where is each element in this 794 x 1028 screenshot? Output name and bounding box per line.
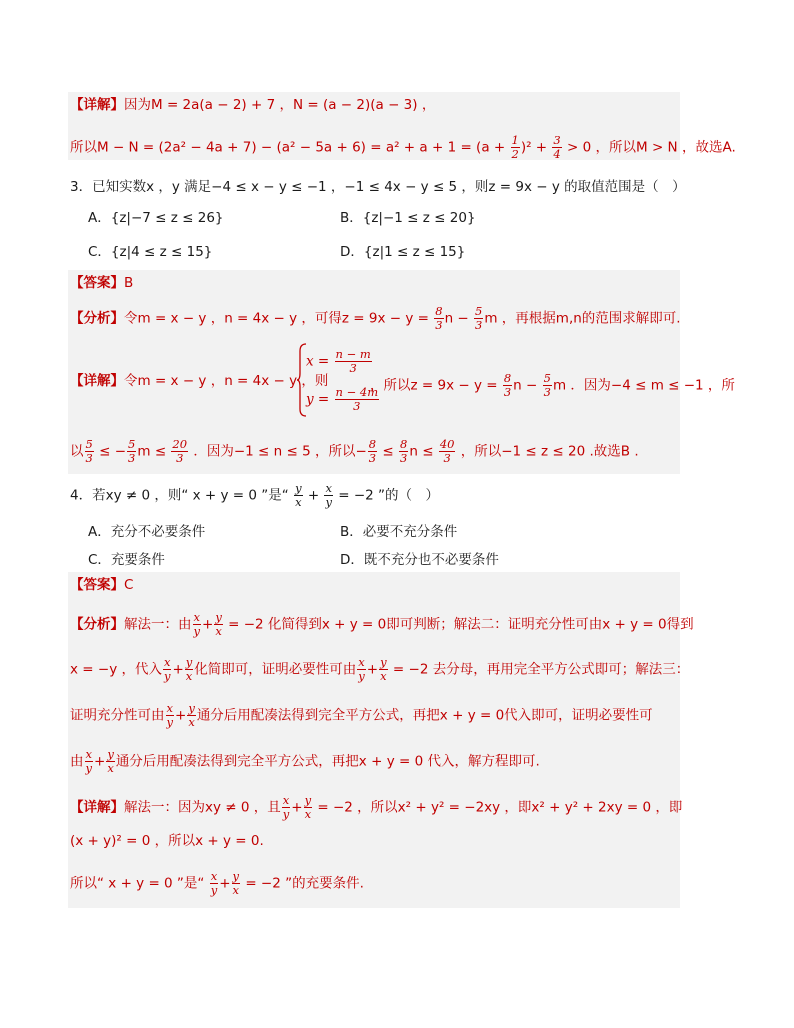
q4-analysis-line-3 bbox=[70, 702, 653, 729]
detail-text-d: m ．因为−4 ≤ m ≤ −1 ，所 bbox=[552, 377, 735, 394]
d3b: = −2 ”的充要条件. bbox=[241, 875, 364, 892]
question-3-stem: 3．已知实数x ，y 满足−4 ≤ x − y ≤ −1 ，−1 ≤ 4x − y ≤ 5 ，则z = 9x − y 的取值范围是（ ） bbox=[70, 179, 686, 195]
answer-tag: 【答案】 bbox=[70, 577, 124, 593]
l2b: 化简即可，证明必要性可由 bbox=[194, 661, 357, 678]
fraction: $\frac{x}{y}$ bbox=[282, 793, 290, 821]
fraction: $\frac{8}{3}$ bbox=[368, 437, 377, 465]
q3-option-c: C．{z|4 ≤ z ≤ 15} bbox=[88, 244, 213, 260]
q3-detail-line bbox=[70, 372, 328, 390]
fraction: $\frac{x}{y}$ bbox=[358, 655, 365, 683]
detail-text-a: 令m = x − y ，n = 4x − y ，则 bbox=[124, 373, 329, 389]
q4-option-a: A．充分不必要条件 bbox=[88, 524, 206, 540]
fraction: $\frac{x}{y}$ bbox=[210, 869, 218, 897]
l1b: = −2 化简得到x + y = 0即可判断；解法二：证明充分性可由x + y = 0得到 bbox=[223, 616, 694, 633]
q3-analysis-line bbox=[70, 305, 681, 332]
fraction: $\frac{5}{3}$ bbox=[85, 437, 93, 465]
block1-text1: 因为M = 2a(a − 2) + 7 ，N = (a − 2)(a − 3) ， bbox=[124, 97, 436, 113]
q4-analysis-line-2 bbox=[70, 656, 689, 683]
answer-tag: 【答案】 bbox=[70, 275, 124, 291]
q3-option-a: A．{z|−7 ≤ z ≤ 26} bbox=[88, 210, 224, 226]
q4-answer-line bbox=[70, 576, 133, 594]
analysis-text-b: n − bbox=[444, 310, 474, 327]
last-a: 以 bbox=[70, 443, 84, 460]
l2c: = −2 去分母，再用完全平方公式即可；解法三： bbox=[388, 661, 690, 678]
q4-detail-line-2: (x + y)² = 0 ，所以x + y = 0. bbox=[70, 833, 264, 849]
l3a: 证明充分性可由 bbox=[70, 707, 165, 724]
detail-tag: 【详解】 bbox=[70, 799, 124, 816]
block1-text2b: )² + bbox=[520, 139, 552, 156]
fraction: $\frac{5}{3}$ bbox=[475, 304, 483, 332]
l1a: 解法一：由 bbox=[124, 616, 192, 633]
fraction: $\frac{1}{2}$ bbox=[511, 133, 519, 161]
block1-line1 bbox=[70, 96, 435, 114]
analysis-text-a: 令m = x − y ，n = 4x − y ，可得z = 9x − y = bbox=[124, 310, 434, 327]
fraction: $\frac{n - 4m}{3}$ bbox=[335, 385, 379, 413]
question-4-stem bbox=[70, 482, 439, 509]
fraction: $\frac{8}{3}$ bbox=[435, 304, 443, 332]
last-e: ≤ bbox=[378, 443, 399, 460]
fraction: $\frac{y}{x}$ bbox=[188, 701, 195, 729]
block1-text2a: 所以M − N = (2a² − 4a + 7) − (a² − 5a + 6) = a² + a + 1 = (a + bbox=[70, 139, 510, 156]
last-d: ．因为−1 ≤ n ≤ 5 ，所以− bbox=[189, 443, 367, 460]
fraction: $\frac{y}{x}$ bbox=[295, 481, 302, 509]
last-f: n ≤ bbox=[409, 443, 438, 460]
q4-stem-b: + bbox=[303, 487, 324, 504]
q4-analysis-line-1 bbox=[70, 611, 694, 638]
plus-sign: + bbox=[172, 661, 184, 678]
q3-detail-last bbox=[70, 438, 639, 465]
q3-option-b: B．{z|−1 ≤ z ≤ 20} bbox=[340, 210, 476, 226]
fraction: $\frac{x}{y}$ bbox=[85, 747, 92, 775]
fraction: $\frac{40}{3}$ bbox=[439, 437, 455, 465]
analysis-tag: 【分析】 bbox=[70, 310, 124, 327]
fraction: $\frac{20}{3}$ bbox=[172, 437, 188, 465]
fraction: $\frac{x}{y}$ bbox=[193, 610, 200, 638]
q4-option-d: D．既不充分也不必要条件 bbox=[340, 552, 499, 568]
fraction: $\frac{n - m}{3}$ bbox=[335, 347, 371, 375]
plus-sign: + bbox=[175, 707, 187, 724]
q4-detail-line-1 bbox=[70, 794, 682, 821]
fraction: $\frac{y}{x}$ bbox=[215, 610, 222, 638]
sys2-lhs: y = bbox=[306, 391, 334, 408]
plus-sign: + bbox=[219, 875, 231, 892]
q4-detail-line-3 bbox=[70, 870, 364, 897]
fraction: $\frac{8}{3}$ bbox=[400, 437, 408, 465]
d1a: 解法一：因为xy ≠ 0 ，且 bbox=[124, 799, 281, 816]
last-b: ≤ − bbox=[94, 443, 127, 460]
fraction: $\frac{y}{x}$ bbox=[185, 655, 193, 683]
answer-value: C bbox=[124, 577, 134, 593]
plus-sign: + bbox=[366, 661, 379, 678]
detail-tag: 【详解】 bbox=[70, 97, 124, 113]
answer-value: B bbox=[124, 275, 134, 291]
last-g: ，所以−1 ≤ z ≤ 20 .故选B . bbox=[456, 443, 639, 460]
l3b: 通分后用配凑法得到完全平方公式，再把x + y = 0代入即可，证明必要性可 bbox=[196, 707, 653, 724]
fraction: $\frac{y}{x}$ bbox=[107, 747, 114, 775]
d1b: = −2 ，所以x² + y² = −2xy ，即x² + y² + 2xy = 0 ，即 bbox=[313, 799, 683, 816]
l4b: 通分后用配凑法得到完全平方公式，再把x + y = 0 代入，解方程即可. bbox=[115, 753, 540, 770]
q4-option-c: C．充要条件 bbox=[88, 552, 165, 568]
fraction: $\frac{8}{3}$ bbox=[503, 371, 512, 399]
block1-text2c: > 0 ，所以M > N ，故选A. bbox=[562, 139, 736, 156]
d3a: 所以“ x + y = 0 ”是“ bbox=[70, 875, 209, 892]
l4a: 由 bbox=[70, 753, 84, 770]
analysis-tag: 【分析】 bbox=[70, 616, 124, 633]
fraction: $\frac{5}{3}$ bbox=[128, 437, 136, 465]
fraction: $\frac{5}{3}$ bbox=[543, 371, 551, 399]
detail-text-b: ，所以z = 9x − y = bbox=[370, 377, 502, 394]
q3-option-d: D．{z|1 ≤ z ≤ 15} bbox=[340, 244, 466, 260]
q3-answer-line bbox=[70, 274, 133, 292]
fraction: $\frac{3}{4}$ bbox=[553, 133, 561, 161]
fraction: $\frac{x}{y}$ bbox=[166, 701, 173, 729]
system-eq-1 bbox=[306, 348, 373, 375]
q4-option-b: B．必要不充分条件 bbox=[340, 524, 458, 540]
l2a: x = −y ，代入 bbox=[70, 661, 162, 678]
q3-detail-cont bbox=[370, 372, 735, 399]
q4-stem-a: 4．若xy ≠ 0 ，则“ x + y = 0 ”是“ bbox=[70, 487, 294, 504]
fraction: $\frac{y}{x}$ bbox=[380, 655, 387, 683]
fraction: $\frac{x}{y}$ bbox=[325, 481, 332, 509]
fraction: $\frac{y}{x}$ bbox=[232, 869, 240, 897]
fraction: $\frac{x}{y}$ bbox=[163, 655, 171, 683]
fraction: $\frac{y}{x}$ bbox=[304, 793, 312, 821]
plus-sign: + bbox=[291, 799, 303, 816]
block1-line2 bbox=[70, 134, 736, 161]
detail-tag: 【详解】 bbox=[70, 373, 124, 389]
detail-text-c: n − bbox=[513, 377, 542, 394]
plus-sign: + bbox=[202, 616, 214, 633]
plus-sign: + bbox=[94, 753, 106, 770]
q4-stem-c: = −2 ”的（ ） bbox=[333, 487, 440, 504]
analysis-text-c: m ，再根据m,n的范围求解即可. bbox=[484, 310, 681, 327]
system-eq-2 bbox=[306, 386, 380, 413]
q4-analysis-line-4 bbox=[70, 748, 540, 775]
last-c: m ≤ bbox=[137, 443, 171, 460]
sys1-lhs: x = bbox=[306, 353, 334, 370]
